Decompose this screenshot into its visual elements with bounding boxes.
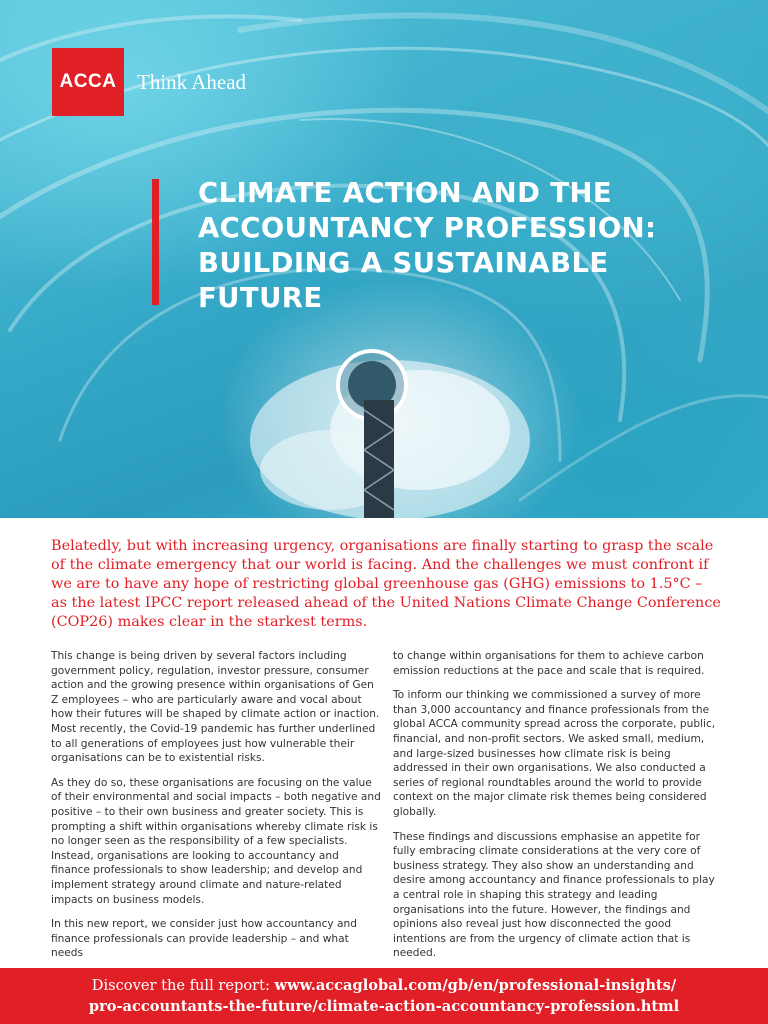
footer-label: Discover the full report: — [91, 977, 275, 994]
report-url-link[interactable]: www.accaglobal.com/gb/en/professional-insights/ — [274, 977, 677, 994]
brand-tagline: Think Ahead — [137, 70, 247, 94]
report-link-banner — [0, 968, 768, 1024]
body-paragraph: These findings and discussions emphasise an appetite for fully embracing climate considerations at the very core of business strategy. They also show an understanding and desire among accountancy and finance professionals to play a central role in shaping this strategy and leading organisations into the future. However, the findings and opinions also reveal just how disconnected the good intentions are from the urgency of climate action that is needed. — [393, 830, 715, 960]
page-title: CLIMATE ACTION AND THE ACCOUNTANCY PROFESSION: BUILDING A SUSTAINABLE FUTURE — [198, 177, 657, 314]
body-paragraph: To inform our thinking we commissioned a survey of more than 3,000 accountancy and finance professionals from the global ACCA community spread across the corporate, public, financial, and non-profit sectors. We asked small, medium, and large-sized businesses how climate risk is being addressed in their own organisations. We also conducted a series of regional roundtables around the world to provide context on the major climate risk themes being considered globally. — [393, 689, 716, 818]
title-accent-bar — [152, 179, 159, 305]
acca-logo: ACCA — [52, 48, 124, 116]
intro-paragraph: Belatedly, but with increasing urgency, organisations are finally starting to grasp the scale of the climate emergency that our world is facing. And the challenges we must confront if we are to have any hope of restricting global greenhouse gas (GHG) emissions to 1.5°C – as the latest IPCC report released ahead of the United Nations Climate Change Conference (COP26) makes clear in the starkest terms. — [51, 538, 721, 630]
body-paragraph: to change within organisations for them to achieve carbon emission reductions at the pace and scale that is required. — [393, 650, 705, 677]
body-paragraph: As they do so, these organisations are focusing on the value of their environmental and social impacts – both negative and positive – to their own business and greater society. This is prompting a shift within organisations whereby climate risk is no longer seen as the responsibility of a few specialists. Instead, organisations are looking to accountancy and finance professionals to show leadership; and develop and implement strategy around climate and nature-related impacts on business models. — [51, 776, 381, 906]
report-url-link-continued[interactable]: pro-accountants-the-future/climate-action-accountancy-profession.html — [88, 998, 680, 1015]
body-column-left — [51, 649, 381, 971]
body-paragraph: This change is being driven by several factors including government policy, regulation, investor pressure, consumer action and the growing presence within organisations of Gen Z employees – who are particularly aware and vocal about how their futures will be shaped by climate action or inaction. Most recently, the Covid-19 pandemic has further underlined to all generations of employees just how vulnerable their organisations can be to existential risks. — [51, 650, 380, 765]
body-column-right — [393, 649, 723, 971]
body-paragraph: In this new report, we consider just how accountancy and finance professionals can provide leadership – and what needs — [51, 918, 357, 960]
